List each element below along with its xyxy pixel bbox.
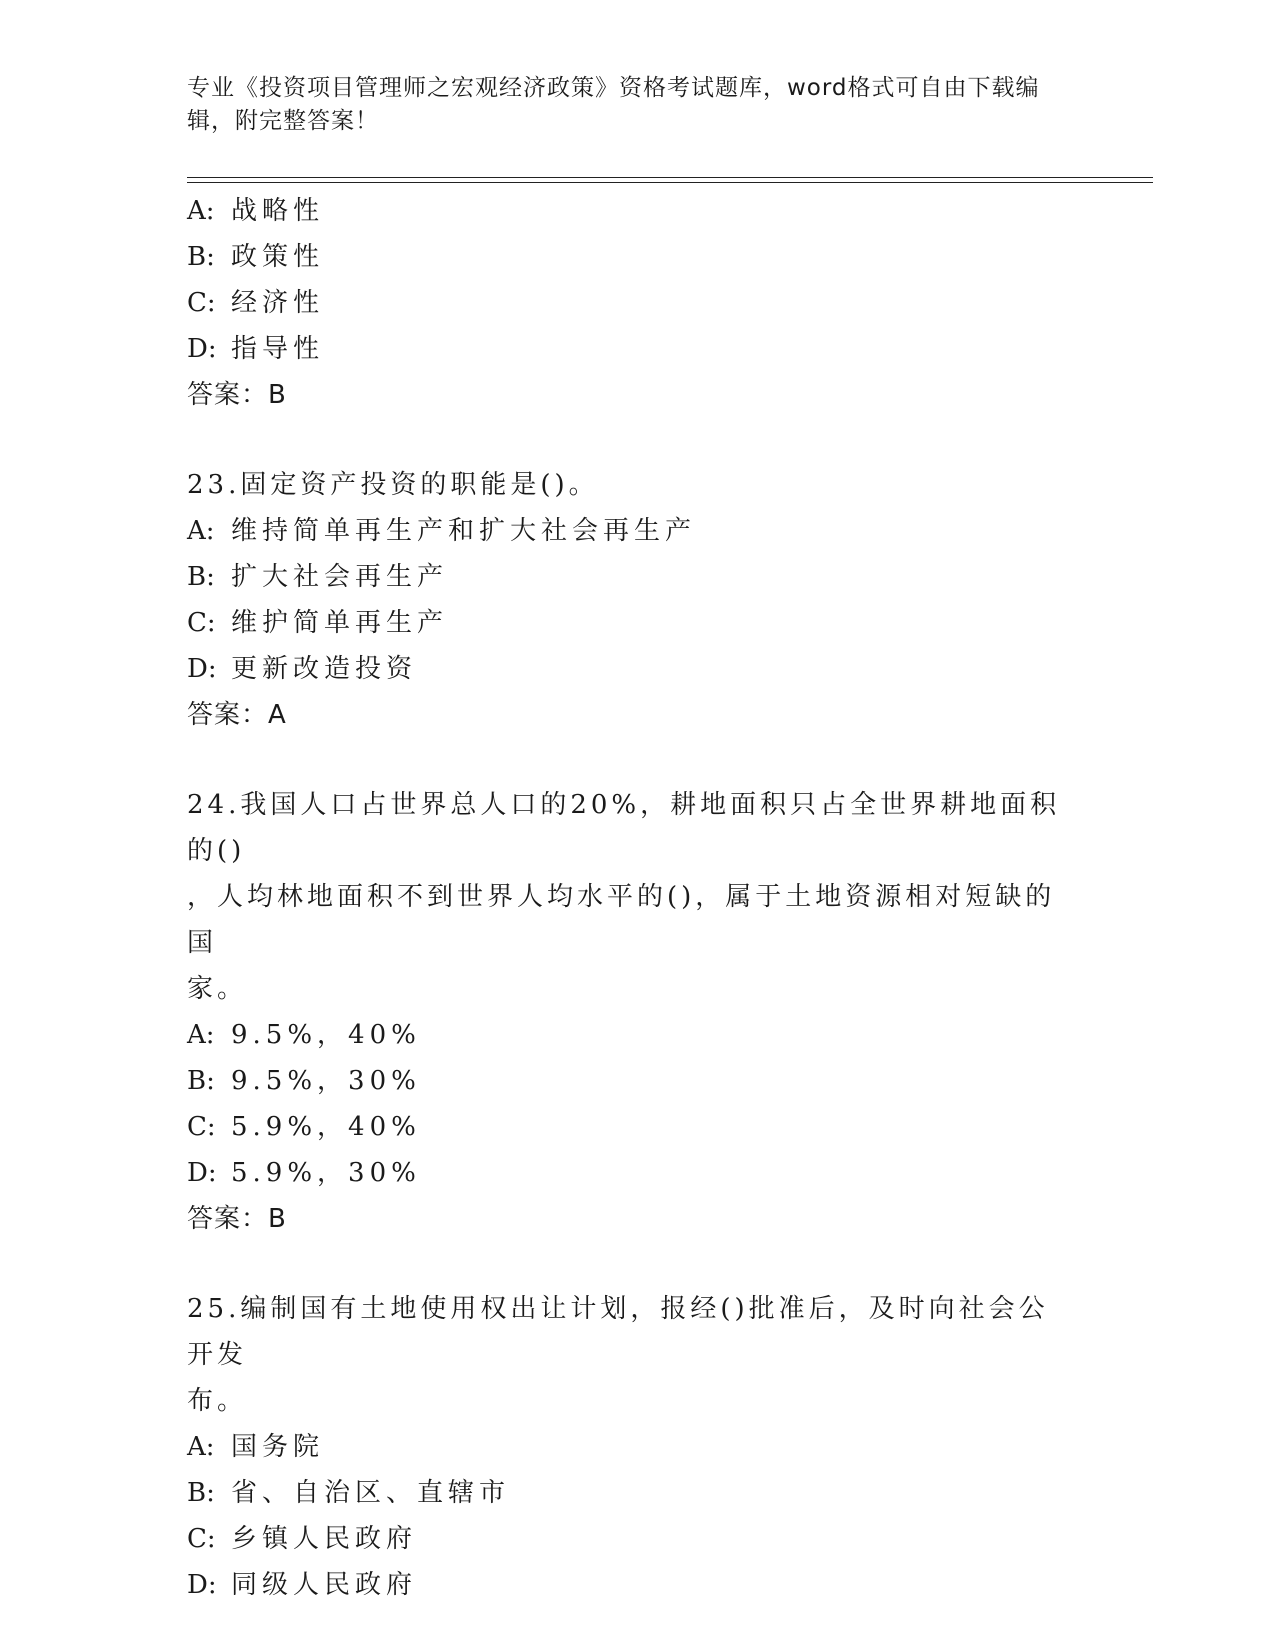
option-d <box>187 1150 1087 1196</box>
option-letter: A: <box>187 516 215 546</box>
option-letter: C: <box>187 1112 216 1142</box>
question-stem-line-1: 25.编制国有土地使用权出让计划，报经()批准后，及时向社会公开发 <box>187 1294 1049 1370</box>
option-text: 战略性 <box>231 196 325 226</box>
option-d <box>187 1562 1087 1608</box>
question-24 <box>187 782 1087 1242</box>
option-a <box>187 1012 1087 1058</box>
option-text: 经济性 <box>231 288 325 318</box>
option-letter: A: <box>187 1432 215 1462</box>
option-a <box>187 508 1087 554</box>
question-spacer <box>187 1242 1087 1286</box>
option-letter: C: <box>187 288 216 318</box>
option-c <box>187 1104 1087 1150</box>
option-text: 扩大社会再生产 <box>231 562 449 592</box>
answer-line: 答案：A <box>187 700 287 730</box>
option-letter: D: <box>187 654 217 684</box>
option-d <box>187 646 1087 692</box>
option-letter: B: <box>187 242 215 272</box>
question-stem-line-3: 家。 <box>187 974 248 1004</box>
option-text: 5.9%，30% <box>231 1158 421 1188</box>
question-spacer <box>187 738 1087 782</box>
option-a <box>187 188 1087 234</box>
option-text: 维持简单再生产和扩大社会再生产 <box>231 516 697 546</box>
header-divider-top <box>187 177 1153 178</box>
option-letter: D: <box>187 334 217 364</box>
option-letter: B: <box>187 1066 215 1096</box>
option-letter: D: <box>187 1570 217 1600</box>
question-stem-line-1: 24.我国人口占世界总人口的20%，耕地面积只占全世界耕地面积的() <box>187 790 1061 866</box>
question-25 <box>187 1286 1087 1608</box>
option-b <box>187 234 1087 280</box>
option-a <box>187 1424 1087 1470</box>
option-letter: C: <box>187 1524 216 1554</box>
option-letter: B: <box>187 562 215 592</box>
option-text: 5.9%，40% <box>231 1112 421 1142</box>
option-text: 维护简单再生产 <box>231 608 449 638</box>
option-letter: A: <box>187 196 215 226</box>
answer-line: 答案：B <box>187 1204 287 1234</box>
question-list <box>187 188 1087 1608</box>
header-divider-bottom <box>187 182 1153 183</box>
option-text: 更新改造投资 <box>231 654 418 684</box>
option-letter: C: <box>187 608 216 638</box>
option-c <box>187 600 1087 646</box>
option-text: 9.5%，40% <box>231 1020 421 1050</box>
answer-line: 答案：B <box>187 380 287 410</box>
option-d <box>187 326 1087 372</box>
question-23 <box>187 462 1087 738</box>
option-b <box>187 554 1087 600</box>
option-c <box>187 280 1087 326</box>
document-header <box>187 72 1067 138</box>
question-22 <box>187 188 1087 418</box>
option-text: 省、自治区、直辖市 <box>231 1478 511 1508</box>
option-text: 指导性 <box>231 334 325 364</box>
option-text: 同级人民政府 <box>231 1570 418 1600</box>
option-letter: D: <box>187 1158 217 1188</box>
option-b <box>187 1470 1087 1516</box>
question-stem-line-2: ，人均林地面积不到世界人均水平的()，属于土地资源相对短缺的国 <box>187 882 1056 958</box>
question-spacer <box>187 418 1087 462</box>
header-line-2: 辑，附完整答案！ <box>187 108 379 134</box>
option-b <box>187 1058 1087 1104</box>
option-letter: B: <box>187 1478 215 1508</box>
option-text: 9.5%，30% <box>231 1066 421 1096</box>
option-text: 国务院 <box>231 1432 325 1462</box>
header-line-1: 专业《投资项目管理师之宏观经济政策》资格考试题库，word格式可自由下载编 <box>187 75 1040 101</box>
option-letter: A: <box>187 1020 215 1050</box>
question-stem: 23.固定资产投资的职能是()。 <box>187 470 599 500</box>
option-c <box>187 1516 1087 1562</box>
option-text: 乡镇人民政府 <box>231 1524 418 1554</box>
question-stem-line-2: 布。 <box>187 1386 248 1416</box>
option-text: 政策性 <box>231 242 325 272</box>
